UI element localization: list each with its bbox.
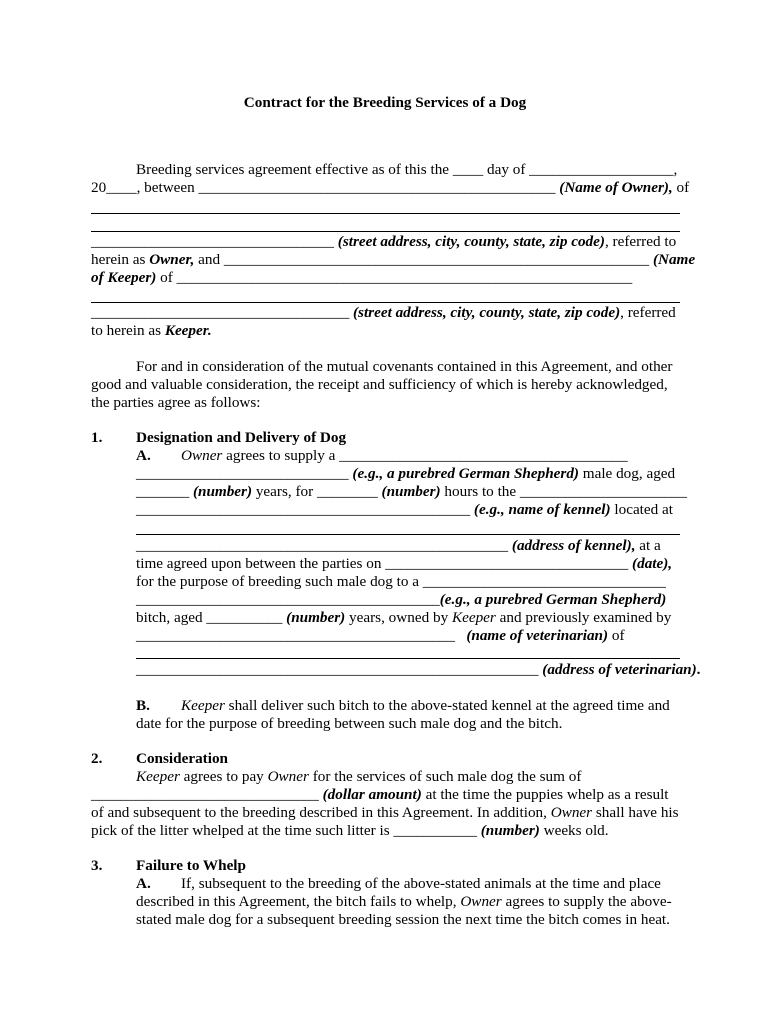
section-2-line-2: ______________________________ (dollar amount) at the time the puppies whelp as a result	[91, 786, 669, 803]
section-1a-line-2: ____________________________ (e.g., a purebred German Shepherd) male dog, aged	[136, 465, 676, 482]
intro-line-9: to herein as Keeper.	[91, 322, 212, 339]
section-1a-line-8: for the purpose of breeding such male dog to a ________________________________	[136, 573, 666, 590]
section-3-number: 3.	[91, 857, 103, 874]
section-1a-line-10: bitch, aged __________ (number) years, owned by Keeper and previously examined by	[136, 609, 672, 626]
section-1-heading: Designation and Delivery of Dog	[136, 429, 347, 446]
intro-line-1: Breeding services agreement effective as of this the ____ day of ___________________,	[136, 161, 678, 178]
section-1b-line-2: date for the purpose of breeding between such male dog and the bitch.	[136, 715, 563, 732]
section-2-heading: Consideration	[136, 750, 228, 767]
intro-line-5: herein as Owner, and ________________________________________________________ (Name	[91, 251, 696, 268]
section-3a-line-3: stated male dog for a subsequent breeding session the next time the bitch comes in heat.	[136, 911, 670, 928]
section-2-line-4: pick of the litter whelped at the time such litter is ___________ (number) weeks old.	[91, 822, 609, 839]
section-1a-line-4: ____________________________________________ (e.g., name of kennel) located at	[136, 501, 673, 518]
section-1a-line-6: _________________________________________________ (address of kennel), at a	[136, 537, 661, 554]
section-1a-line-3: _______ (number) years, for ________ (number) hours to the ______________________	[136, 483, 687, 500]
section-2-line-1: Keeper agrees to pay Owner for the services of such male dog the sum of	[136, 768, 582, 785]
blank-line	[91, 231, 680, 232]
section-1a-line-9: ________________________________________(e.g., a purebred German Shepherd)	[136, 591, 667, 608]
intro-line-4: ________________________________ (street address, city, county, state, zip code), referred to	[91, 233, 677, 250]
section-1a-line-11: __________________________________________ (name of veterinarian) of	[136, 627, 625, 644]
section-1a-line-13: _____________________________________________________ (address of veterinarian).	[136, 661, 701, 678]
blank-line	[91, 213, 680, 214]
section-3-heading: Failure to Whelp	[136, 857, 246, 874]
section-1a-line-1: A. Owner agrees to supply a ______________________________________	[136, 447, 628, 464]
section-3a-line-1: A. If, subsequent to the breeding of the above-stated animals at the time and place	[136, 875, 661, 892]
section-2-number: 2.	[91, 750, 103, 767]
section-1b-line-1: B. Keeper shall deliver such bitch to the above-stated kennel at the agreed time and	[136, 697, 670, 714]
blank-line	[136, 534, 680, 535]
intro-line-8: __________________________________ (street address, city, county, state, zip code), referred	[91, 304, 676, 321]
blank-line	[136, 658, 680, 659]
consideration-line-2: good and valuable consideration, the receipt and sufficiency of which is hereby acknowledged,	[91, 376, 668, 393]
consideration-line-3: the parties agree as follows:	[91, 394, 261, 411]
section-2-line-3: of and subsequent to the breeding described in this Agreement. In addition, Owner shall have his	[91, 804, 679, 821]
intro-line-2: 20____, between _______________________________________________ (Name of Owner), of	[91, 179, 690, 196]
consideration-line-1: For and in consideration of the mutual covenants contained in this Agreement, and other	[136, 358, 673, 375]
section-1-number: 1.	[91, 429, 103, 446]
document-title: Contract for the Breeding Services of a Dog	[243, 94, 527, 111]
intro-line-6: of Keeper) of ____________________________________________________________	[91, 269, 633, 286]
blank-line	[91, 302, 680, 303]
section-1a-line-7: time agreed upon between the parties on ________________________________ (date),	[136, 555, 673, 572]
section-3a-line-2: described in this Agreement, the bitch fails to whelp, Owner agrees to supply the above-	[136, 893, 672, 910]
